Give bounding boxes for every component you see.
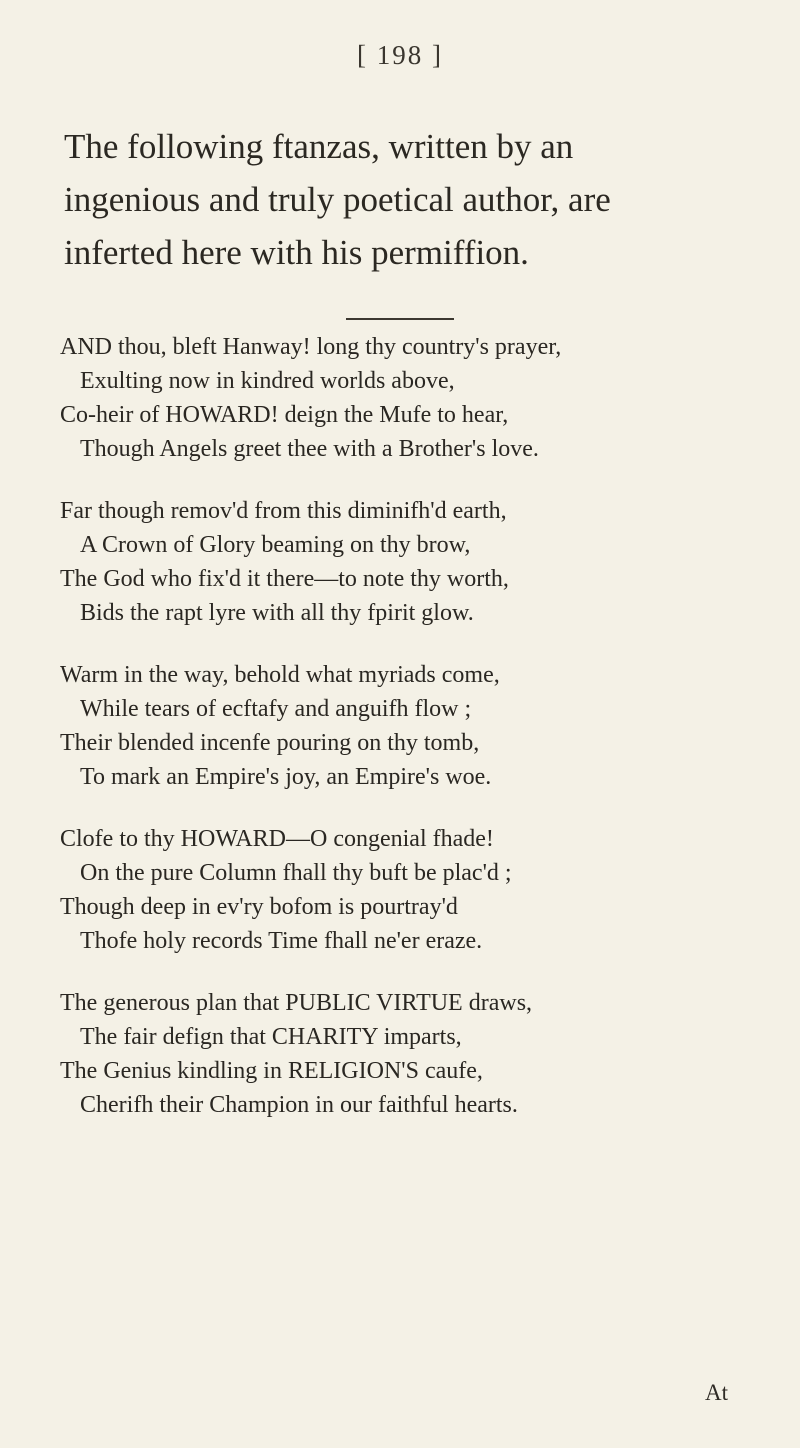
verse-line: Co-heir of HOWARD! deign the Mufe to hear, — [60, 402, 509, 428]
stanza-4 — [60, 822, 780, 958]
verse-line: The Genius kindling in RELIGION'S caufe, — [60, 1058, 483, 1084]
verse-line: Bids the rapt lyre with all thy fpirit glow. — [80, 600, 474, 626]
verse-line: The fair defign that CHARITY imparts, — [80, 1024, 462, 1050]
intro-paragraph — [64, 120, 764, 279]
verse-line: Cherifh their Champion in our faithful hearts. — [80, 1092, 518, 1118]
catchword: At — [705, 1380, 728, 1405]
verse-line: AND thou, bleft Hanway! long thy country's prayer, — [60, 334, 562, 360]
verse-line: On the pure Column fhall thy buft be plac'd ; — [80, 860, 512, 886]
verse-line: Clofe to thy HOWARD—O congenial fhade! — [60, 826, 494, 852]
verse-line: A Crown of Glory beaming on thy brow, — [80, 532, 471, 558]
stanza-5 — [60, 986, 780, 1122]
verse-line: The God who fix'd it there—to note thy worth, — [60, 566, 509, 592]
verse-line: Far though remov'd from this diminifh'd earth, — [60, 498, 507, 524]
stanza-3 — [60, 658, 780, 794]
verse-line: Their blended incenfe pouring on thy tomb, — [60, 730, 480, 756]
verse-line: Exulting now in kindred worlds above, — [80, 368, 455, 394]
verse-line: To mark an Empire's joy, an Empire's woe. — [80, 764, 492, 790]
section-divider — [346, 318, 454, 320]
stanza-2 — [60, 494, 780, 630]
intro-line: The following ftanzas, written by an — [64, 127, 574, 166]
verse-line: While tears of ecftafy and anguifh flow ; — [80, 696, 472, 722]
verse-line: The generous plan that PUBLIC VIRTUE draws, — [60, 990, 533, 1016]
verse-line: Warm in the way, behold what myriads come, — [60, 662, 500, 688]
page-number: [ 198 ] — [357, 40, 443, 70]
stanza-1 — [60, 330, 780, 466]
poem — [60, 330, 780, 1150]
intro-line: ingenious and truly poetical author, are — [64, 180, 611, 219]
verse-line: Thofe holy records Time fhall ne'er eraze. — [80, 928, 483, 954]
intro-line: inferted here with his permiffion. — [64, 233, 529, 272]
verse-line: Though deep in ev'ry bofom is pourtray'd — [60, 894, 458, 920]
verse-line: Though Angels greet thee with a Brother's love. — [80, 436, 539, 462]
